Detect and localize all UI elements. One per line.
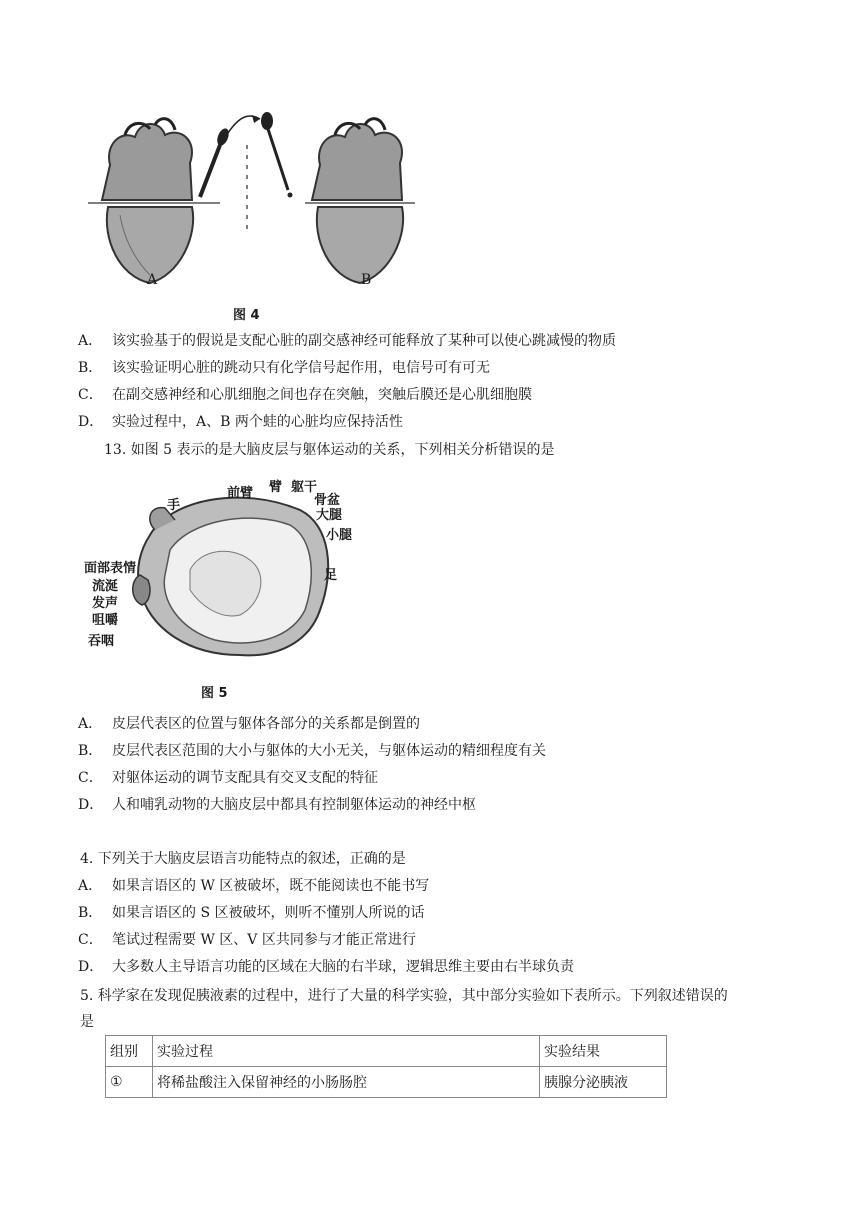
q12-option-b: B． 该实验证明心脏的跳动只有化学信号起作用，电信号可有可无 xyxy=(78,360,490,376)
q13-option-d: D． 人和哺乳动物的大脑皮层中都具有控制躯体运动的神经中枢 xyxy=(78,797,476,813)
brain-label-drool: 流涎 xyxy=(92,579,119,594)
figure4-caption: 图 4 xyxy=(233,308,260,323)
q4-option-c: C． 笔试过程需要 W 区、V 区共同参与才能正常进行 xyxy=(78,932,416,948)
brain-label-voice: 发声 xyxy=(92,596,119,611)
brain-label-swallow: 吞咽 xyxy=(88,634,115,649)
brain-label-hand: 手 xyxy=(167,498,181,513)
q13-option-c: C． 对躯体运动的调节支配具有交叉支配的特征 xyxy=(78,770,378,786)
q5-stem-line2: 是 xyxy=(80,1014,94,1030)
q4-option-b: B． 如果言语区的 S 区被破坏，则听不懂别人所说的话 xyxy=(78,905,425,921)
figure5-illustration xyxy=(130,490,343,660)
brain-label-face: 面部表情 xyxy=(84,561,137,576)
brain-label-foot: 足 xyxy=(324,568,338,583)
brain-label-arm: 臂 xyxy=(269,480,283,495)
dropper-left xyxy=(200,127,231,197)
q4-option-d: D． 大多数人主导语言功能的区域在大脑的右半球，逻辑思维主要由右半球负责 xyxy=(78,959,574,975)
brain-label-calf: 小腿 xyxy=(326,528,353,543)
figure4-label-a: A xyxy=(147,272,158,288)
q13-option-b: B． 皮层代表区范围的大小与躯体的大小无关，与躯体运动的精细程度有关 xyxy=(78,743,546,759)
table-header-row xyxy=(106,1036,667,1067)
heart-b xyxy=(305,119,415,283)
dropper-right xyxy=(261,112,293,198)
q5-experiment-table xyxy=(105,1035,667,1098)
figure5-caption: 图 5 xyxy=(201,686,228,701)
table-header-cell: 实验过程 xyxy=(153,1036,540,1067)
table-cell: 胰腺分泌胰液 xyxy=(540,1067,667,1098)
q12-option-d: D． 实验过程中，A、B 两个蛙的心脏均应保持活性 xyxy=(78,414,403,430)
brain-label-thigh: 大腿 xyxy=(316,508,343,523)
brain-label-pelvis: 骨盆 xyxy=(314,493,341,508)
q4-option-a: A． 如果言语区的 W 区被破坏，既不能阅读也不能书写 xyxy=(78,878,430,894)
q13-stem: 13. 如图 5 表示的是大脑皮层与躯体运动的关系，下列相关分析错误的是 xyxy=(104,442,555,458)
q4-stem: 4. 下列关于大脑皮层语言功能特点的叙述，正确的是 xyxy=(80,851,406,867)
brain-label-forearm: 前臂 xyxy=(227,486,254,501)
table-cell: 将稀盐酸注入保留神经的小肠肠腔 xyxy=(153,1067,540,1098)
table-row xyxy=(106,1067,667,1098)
brain-label-trunk: 躯干 xyxy=(291,480,318,495)
table-header-cell: 实验结果 xyxy=(540,1036,667,1067)
q12-option-c: C． 在副交感神经和心肌细胞之间也存在突触，突触后膜还是心肌细胞膜 xyxy=(78,387,532,403)
figure4-label-b: B xyxy=(361,272,372,288)
heart-a xyxy=(88,119,220,283)
figure4-illustration xyxy=(80,105,420,295)
brain-label-chew: 咀嚼 xyxy=(92,613,119,628)
q12-option-a: A． 该实验基于的假说是支配心脏的副交感神经可能释放了某种可以使心跳减慢的物质 xyxy=(78,333,616,349)
q13-option-a: A． 皮层代表区的位置与躯体各部分的关系都是倒置的 xyxy=(78,716,420,732)
q5-stem-line1: 5. 科学家在发现促胰液素的过程中，进行了大量的科学实验，其中部分实验如下表所示。下列叙述错误的 xyxy=(80,988,728,1004)
table-header-cell: 组别 xyxy=(106,1036,153,1067)
table-cell: ① xyxy=(106,1067,153,1098)
